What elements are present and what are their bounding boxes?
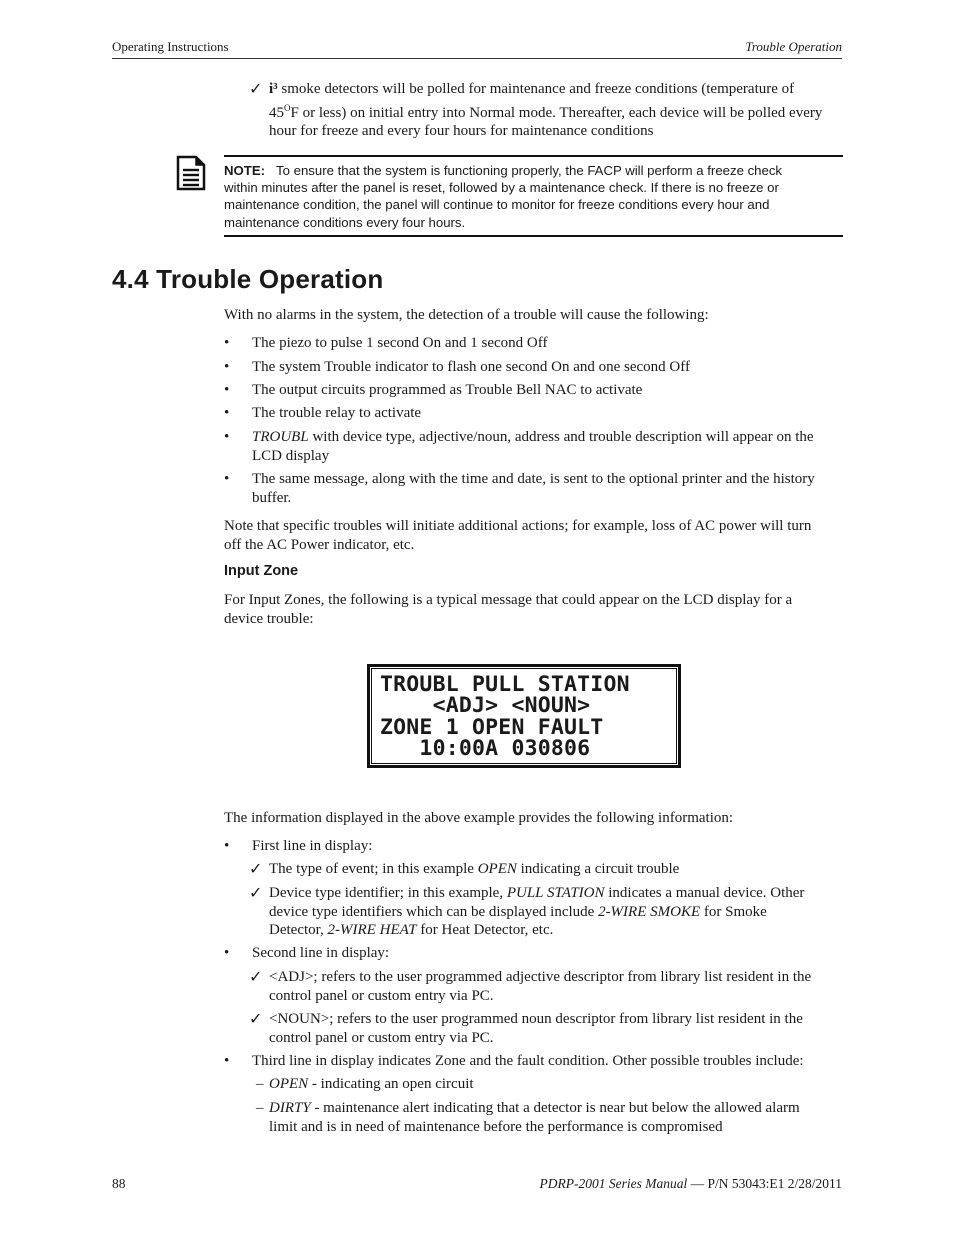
bullet-glyph: •: [224, 335, 230, 351]
dash-text: - indicating an open circuit: [308, 1076, 474, 1092]
input-zone-heading: Input Zone: [224, 563, 299, 579]
bullet-text: with device type, adjective/noun, address and trouble description will appear on the: [308, 429, 814, 445]
bullet-text: The piezo to pulse 1 second On and 1 second Off: [252, 335, 548, 351]
list-item: [224, 358, 843, 377]
note-text: [224, 162, 834, 231]
dash-item: [256, 1099, 843, 1136]
checkmark-icon: ✓: [249, 79, 263, 98]
bullet-glyph: •: [224, 838, 230, 854]
manual-title: PDRP-2001 Series Manual: [539, 1176, 688, 1191]
list-item: [224, 428, 843, 465]
section-heading: 4.4 Trouble Operation: [112, 264, 384, 294]
bullet-glyph: •: [224, 1053, 230, 1069]
check-item: [249, 860, 843, 879]
check-text: control panel or custom entry via PC.: [269, 987, 494, 1004]
note-line-2: within minutes after the panel is reset, followed by a maintenance check. If there is no freeze or: [224, 180, 779, 196]
check-italic: PULL STATION: [506, 885, 605, 901]
lcd-line-1: TROUBL PULL STATION: [380, 672, 630, 697]
list-item: [224, 470, 843, 507]
check-text: <NOUN>; refers to the user programmed noun descriptor from library list resident in the: [269, 1011, 803, 1027]
header-rule: [112, 58, 842, 59]
check-text: Detector,: [269, 922, 328, 938]
note-line-1: To ensure that the system is functioning properly, the FACP will perform a freeze check: [276, 163, 783, 178]
bullet-text: Third line in display indicates Zone and the fault condition. Other possible troubles include:: [252, 1053, 804, 1069]
bullet-text: The trouble relay to activate: [252, 405, 422, 421]
check-text: <ADJ>; refers to the user programmed adjective descriptor from library list resident in the: [269, 969, 812, 985]
note-label: NOTE:: [224, 163, 266, 178]
list-item: [224, 944, 843, 963]
check-italic: 2-WIRE HEAT: [327, 922, 417, 938]
dash-italic: DIRTY: [269, 1100, 311, 1116]
check-text: indicating a circuit trouble: [516, 861, 680, 877]
intro-line-2b: F or less) on initial entry into Normal mode. Thereafter, each device will be polled every: [290, 104, 823, 121]
bullet-glyph: •: [224, 471, 230, 487]
lcd-line-4: 10:00A 030806: [380, 736, 591, 761]
bullet-glyph: •: [224, 429, 230, 445]
dash-text: limit and is in need of maintenance before the performance is compromised: [269, 1118, 723, 1135]
troubl-italic: TROUBL: [252, 429, 309, 445]
paragraph-line: Note that specific troubles will initiate additional actions; for example, loss of AC power will turn: [224, 518, 812, 534]
checkmark-icon: ✓: [249, 859, 263, 878]
intro-line-3: hour for freeze and every four hours for maintenance conditions: [269, 123, 654, 139]
dash-glyph: –: [256, 1076, 264, 1092]
check-text: control panel or custom entry via PC.: [269, 1029, 494, 1046]
section-intro: With no alarms in the system, the detection of a trouble will cause the following:: [224, 307, 709, 323]
list-item: [224, 1052, 843, 1071]
bullet-text: Second line in display:: [252, 945, 390, 961]
bullet-text: The system Trouble indicator to flash one second On and one second Off: [252, 359, 690, 375]
list-item: [224, 381, 843, 400]
intro-check-item: [249, 80, 843, 141]
footer-manual: [540, 1175, 843, 1194]
bullet-text: First line in display:: [252, 838, 373, 854]
list-item: [224, 334, 843, 353]
check-text: for Smoke: [700, 903, 767, 920]
bullet-text: The same message, along with the time and date, is sent to the optional printer and the history: [252, 471, 815, 487]
header-left: Operating Instructions: [112, 39, 229, 54]
check-text: for Heat Detector, etc.: [416, 922, 554, 938]
bullet-text: LCD display: [252, 447, 330, 464]
checkmark-icon: ✓: [249, 967, 263, 986]
note-line-4: maintenance conditions every four hours.: [224, 214, 466, 230]
intro-line-2a: 45: [269, 104, 284, 121]
list-item: [224, 837, 843, 856]
bullet-text: buffer.: [252, 489, 292, 506]
check-item: [249, 884, 843, 940]
check-italic: 2-WIRE SMOKE: [598, 903, 701, 920]
check-text: device type identifiers which can be displayed include: [269, 903, 599, 920]
paragraph-line: For Input Zones, the following is a typical message that could appear on the LCD display for a: [224, 592, 793, 608]
check-text: indicates a manual device. Other: [604, 885, 805, 901]
section-note-paragraph: [224, 517, 843, 554]
lcd-display: [371, 668, 677, 764]
bullet-text: The output circuits programmed as Trouble Bell NAC to activate: [252, 382, 643, 398]
bullet-glyph: •: [224, 382, 230, 398]
check-item: [249, 1010, 843, 1047]
explain-paragraph: The information displayed in the above example provides the following information:: [224, 810, 734, 826]
degree-sup: O: [284, 102, 291, 113]
paragraph-line: device trouble:: [224, 610, 314, 627]
check-text: Device type identifier; in this example,: [269, 885, 507, 901]
input-zone-intro: [224, 591, 843, 628]
intro-line-1: smoke detectors will be polled for maintenance and freeze conditions (temperature of: [277, 81, 795, 97]
dash-italic: OPEN: [269, 1076, 309, 1092]
note-icon: [176, 155, 206, 191]
part-number: — P/N 53043:E1 2/28/2011: [687, 1176, 842, 1191]
note-top-rule: [224, 155, 843, 157]
dash-glyph: –: [256, 1100, 264, 1116]
note-bottom-rule: [224, 235, 843, 237]
header-right: Trouble Operation: [745, 39, 842, 54]
check-italic: OPEN: [477, 861, 517, 877]
check-item: [249, 968, 843, 1005]
check-text: The type of event; in this example: [269, 861, 478, 877]
list-item: [224, 404, 843, 423]
dash-item: [256, 1075, 843, 1094]
bullet-glyph: •: [224, 945, 230, 961]
note-line-3: maintenance condition, the panel will continue to monitor for freeze conditions every hour and: [224, 197, 770, 213]
bullet-glyph: •: [224, 359, 230, 375]
dash-text: - maintenance alert indicating that a detector is near but below the allowed alarm: [310, 1100, 800, 1116]
page-number: 88: [112, 1176, 126, 1191]
paragraph-line: off the AC Power indicator, etc.: [224, 536, 415, 553]
i3-prefix: i³: [269, 81, 278, 97]
checkmark-icon: ✓: [249, 1009, 263, 1028]
checkmark-icon: ✓: [249, 883, 263, 902]
lcd-line-3: ZONE 1 OPEN FAULT: [380, 715, 604, 740]
lcd-line-2: <ADJ> <NOUN>: [380, 693, 591, 718]
bullet-glyph: •: [224, 405, 230, 421]
